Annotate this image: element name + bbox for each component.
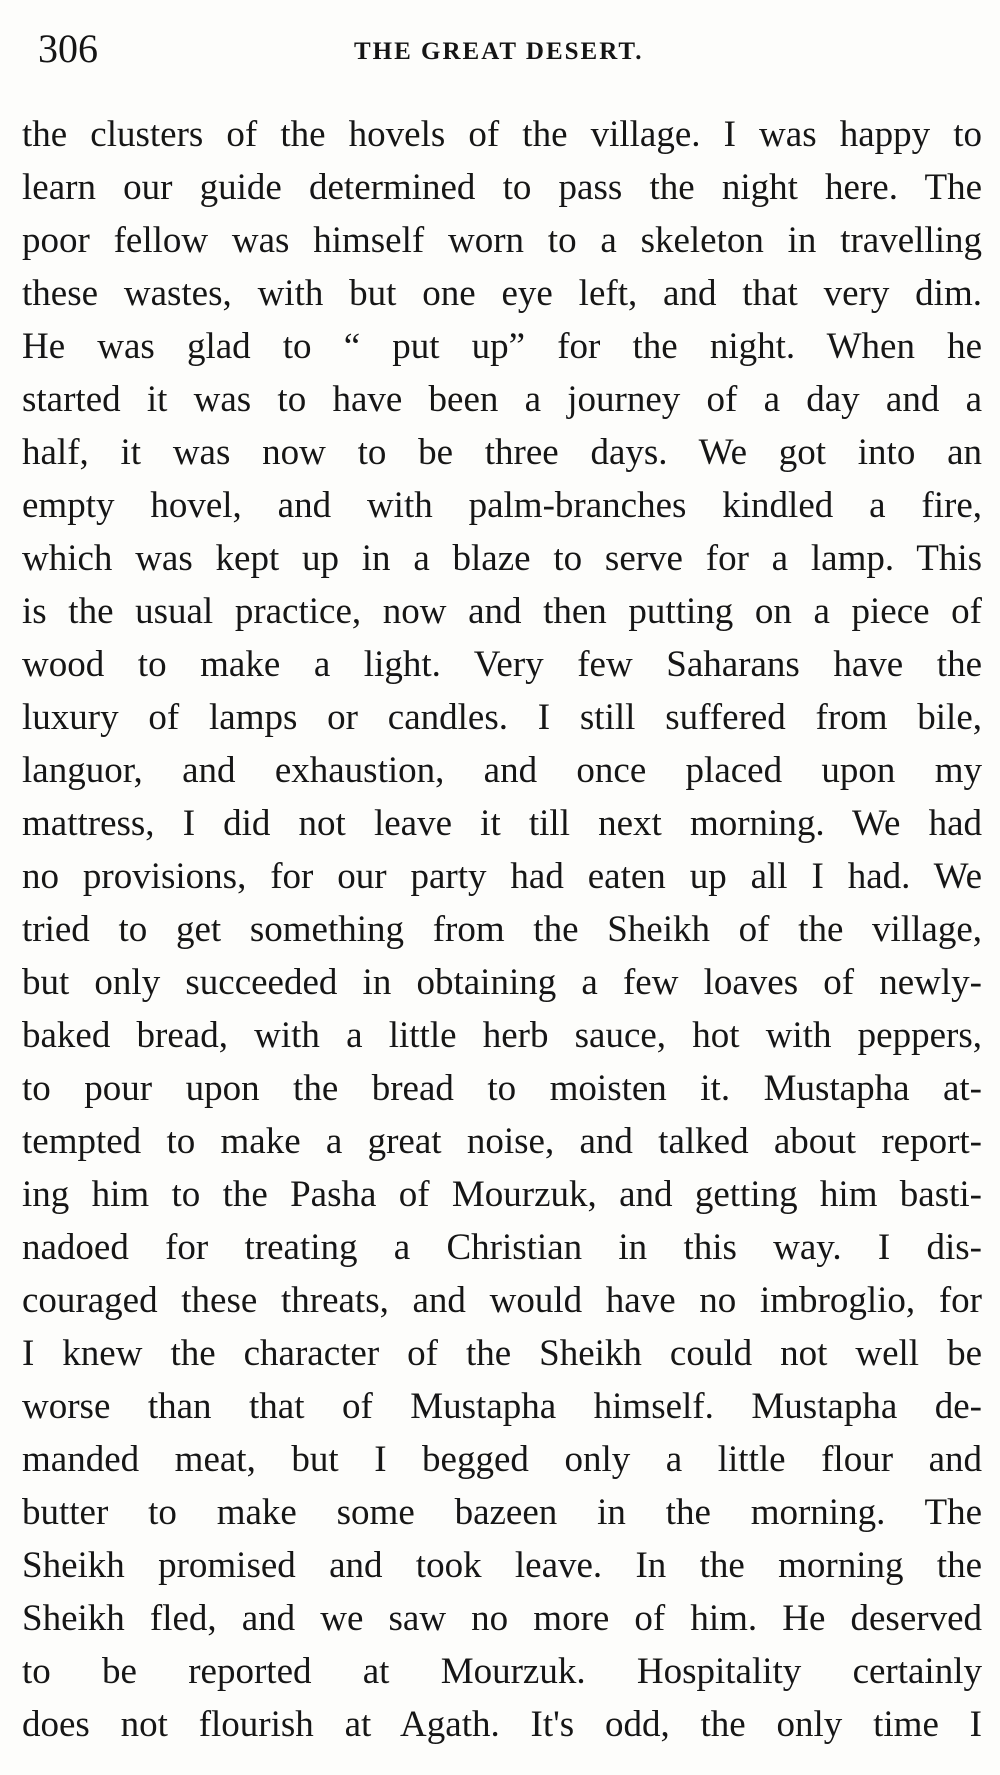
text-line: is the usual practice, now and then putting on a piece of [22, 591, 982, 632]
text-line: tried to get something from the Sheikh of the village, [22, 909, 982, 950]
text-line: worse than that of Mustapha himself. Mustapha de- [22, 1386, 982, 1427]
text-line: couraged these threats, and would have no imbroglio, for [22, 1280, 982, 1321]
text-line: empty hovel, and with palm-branches kindled a fire, [22, 485, 982, 526]
text-line: the clusters of the hovels of the village. I was happy to [22, 114, 982, 155]
text-line: mattress, I did not leave it till next morning. We had [22, 803, 982, 844]
text-line: manded meat, but I begged only a little flour and [22, 1439, 982, 1480]
text-line: baked bread, with a little herb sauce, hot with peppers, [22, 1015, 982, 1056]
text-line: butter to make some bazeen in the morning. The [22, 1492, 982, 1533]
body-text [22, 108, 982, 1751]
text-line: these wastes, with but one eye left, and that very dim. [22, 273, 982, 314]
text-line: no provisions, for our party had eaten up all I had. We [22, 856, 982, 897]
text-line: I knew the character of the Sheikh could not well be [22, 1333, 982, 1374]
text-line: to pour upon the bread to moisten it. Mustapha at- [22, 1068, 982, 1109]
text-line: poor fellow was himself worn to a skeleton in travelling [22, 220, 982, 261]
text-line: but only succeeded in obtaining a few loaves of newly- [22, 962, 982, 1003]
text-line: ing him to the Pasha of Mourzuk, and getting him basti- [22, 1174, 982, 1215]
text-line: nadoed for treating a Christian in this way. I dis- [22, 1227, 982, 1268]
text-line: which was kept up in a blaze to serve for a lamp. This [22, 538, 982, 579]
page-header [38, 22, 968, 82]
text-line: tempted to make a great noise, and talked about report- [22, 1121, 982, 1162]
text-line: Sheikh promised and took leave. In the morning the [22, 1545, 982, 1586]
running-head: THE GREAT DESERT. [354, 38, 644, 65]
text-line: does not flourish at Agath. It's odd, the only time I [22, 1704, 982, 1745]
text-line: started it was to have been a journey of a day and a [22, 379, 982, 420]
text-line: to be reported at Mourzuk. Hospitality certainly [22, 1651, 982, 1692]
text-line: learn our guide determined to pass the night here. The [22, 167, 982, 208]
text-line: Sheikh fled, and we saw no more of him. He deserved [22, 1598, 982, 1639]
text-line: He was glad to “ put up” for the night. When he [22, 326, 982, 367]
page-number: 306 [38, 26, 98, 71]
text-line: languor, and exhaustion, and once placed upon my [22, 750, 982, 791]
text-line: luxury of lamps or candles. I still suffered from bile, [22, 697, 982, 738]
text-line: wood to make a light. Very few Saharans have the [22, 644, 982, 685]
text-line: half, it was now to be three days. We got into an [22, 432, 982, 473]
